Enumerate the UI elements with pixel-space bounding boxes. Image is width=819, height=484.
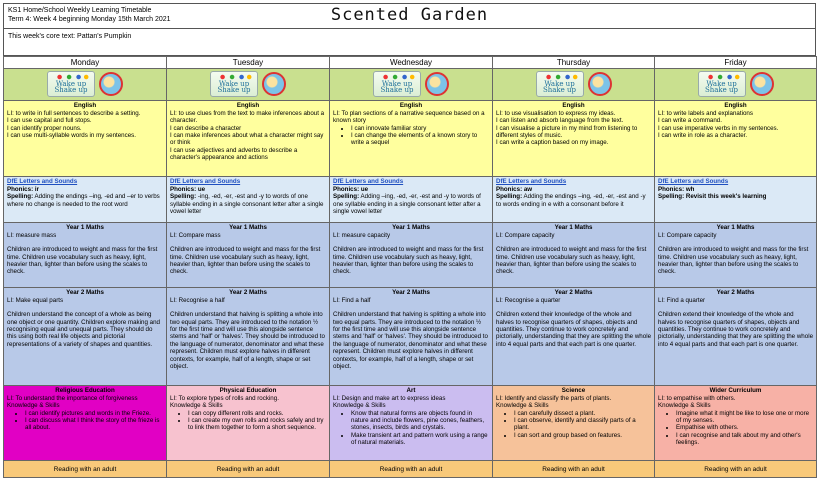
school-badge-icon (425, 72, 449, 96)
page-title: Scented Garden (330, 5, 489, 25)
day-friday: Friday (655, 57, 817, 69)
school-badge-icon (99, 72, 123, 96)
school-badge-icon (588, 72, 612, 96)
y2-maths-friday: Year 2 Maths LI: Find a quarter Children extend their knowledge of the whole and halves to recognise quarters of shapes, objects and quantities. They continue to work concretely and pictorially, understanding that they are splitting the whole into 4 equal parts and that each part is one quarter. (655, 288, 817, 386)
logo-cell (493, 69, 655, 101)
reading-monday: Reading with an adult (4, 461, 167, 478)
y2-maths-thursday: Year 2 Maths LI: Recognise a quarter Children extend their knowledge of the whole and halves to recognise quarters of shapes, objects and quantities. They continue to work concretely and pictorially, understanding that they are splitting the whole into 4 equal parts and that each part is one quarter. (493, 288, 655, 386)
wake-up-shake-up-logo: Wake up Shake up (47, 71, 95, 97)
foundation-monday: Religious Education LI: To understand the importance of forgiveness Knowledge & Skills • I can identify pictures and words in the Frieze. • I can discuss what I think the story of the frieze is all about. (4, 386, 167, 461)
y1-maths-thursday: Year 1 Maths LI: Compare capacity Children are introduced to weight and mass for the first time. Children use vocabulary such as heavy, light, heavier than, lighter than before using the scales to check. (493, 223, 655, 288)
dfe-monday: DfE Letters and Sounds Phonics: ir Spelling: Adding the endings –ing, -ed and –er to verbs where no change is needed to the root word (4, 177, 167, 223)
logo-cell (4, 69, 167, 101)
foundation-thursday: Science LI: Identify and classify the parts of plants. Knowledge & Skills • I can carefully dissect a plant. • I can observe, identify and classify parts of a plant. • I can sort and group based on features. (493, 386, 655, 461)
dfe-wednesday: DfE Letters and Sounds Phonics: ue Spelling: Adding –ing, -ed, -er, -est and -y to words of one syllable ending in a single consonant letter after a single vowel letter (330, 177, 493, 223)
english-friday: English LI: to write labels and explanations I can write a command. I can use imperative verbs in my sentences. I can write in role as a character. (655, 101, 817, 177)
header-line-2: Term 4: Week 4 beginning Monday 15th March 2021 (8, 16, 171, 23)
foundation-wednesday: Art LI: Design and make art to express ideas Knowledge & Skills • Know that natural forms are objects found in nature and include flowers, pine cones, feathers, stones, insects, birds and crystals. • Make transient art and pattern work using a range of natural materials. (330, 386, 493, 461)
school-badge-icon (262, 72, 286, 96)
wake-up-shake-up-logo: Wake up Shake up (698, 71, 746, 97)
wake-up-shake-up-logo: Wake up Shake up (373, 71, 421, 97)
english-monday: English LI: to write in full sentences to describe a setting. I can use capital and full stops. I can identify proper nouns. I can use multi-syllable words in my sentences. (4, 101, 167, 177)
reading-friday: Reading with an adult (655, 461, 817, 478)
english-tuesday: English LI: to use clues from the text to make inferences about a character. I can describe a character I can make inferences about what a character might say or think I can use adjectives and adverbs to describe a character's appearance and actions (167, 101, 330, 177)
y1-maths-wednesday: Year 1 Maths LI: measure capacity Children are introduced to weight and mass for the first time. Children use vocabulary such as heavy, light, heavier than, lighter than before using the scales to check. (330, 223, 493, 288)
day-monday: Monday (4, 57, 167, 69)
reading-tuesday: Reading with an adult (167, 461, 330, 478)
english-thursday: English LI: to use visualisation to express my ideas. I can listen and absorb language from the text. I can visualise a picture in my mind from listening to different styles of music. I can write a caption based on my image. (493, 101, 655, 177)
logo-cell (330, 69, 493, 101)
reading-thursday: Reading with an adult (493, 461, 655, 478)
day-thursday: Thursday (493, 57, 655, 69)
wake-up-shake-up-logo: Wake up Shake up (210, 71, 258, 97)
day-wednesday: Wednesday (330, 57, 493, 69)
english-wednesday: English LI: To plan sections of a narrative sequence based on a known story • I can innovate familiar story • I can change the elements of a known story to write a sequel (330, 101, 493, 177)
reading-wednesday: Reading with an adult (330, 461, 493, 478)
y2-maths-wednesday: Year 2 Maths LI: Find a half Children understand that halving is splitting a whole into two equal parts. They are introduced to the notation ½ for the first time and will use this alongside sentence stems and 'half' or 'halves'. They should be introduced to the language of numerator, denominator and what these represent. Children must explore halves in different contexts, for example, half of a length, shape or set object. (330, 288, 493, 386)
logo-cell (167, 69, 330, 101)
wake-up-shake-up-logo: Wake up Shake up (536, 71, 584, 97)
timetable-grid (3, 56, 817, 478)
day-tuesday: Tuesday (167, 57, 330, 69)
y2-maths-tuesday: Year 2 Maths LI: Recognise a half Children understand that halving is splitting a whole into two equal parts. They are introduced to the notation ½ for the first time and will use this alongside sentence stems and 'half' or 'halves'. They should be introduced to the language of numerator, denominator and what these represent. Children must explore halves in different contexts, for example, half of a length, shape or set object. (167, 288, 330, 386)
foundation-friday: Wider Curriculum LI: to empathise with others. Knowledge & Skills • Imagine what it might be like to lose one or more of my senses. • Empathise with others. • I can recognise and talk about my and other's feelings. (655, 386, 817, 461)
core-text: This week's core text: Pattan's Pumpkin (3, 28, 816, 56)
dfe-thursday: DfE Letters and Sounds Phonics: aw Spelling: Adding the endings –ing, -ed, -er, -est and -y to words ending in e with a consonant before it (493, 177, 655, 223)
header (3, 3, 816, 28)
y1-maths-monday: Year 1 Maths LI: measure mass Children are introduced to weight and mass for the first time. Children use vocabulary such as heavy, light, heavier than, lighter than before using the scales to check. (4, 223, 167, 288)
y2-maths-monday: Year 2 Maths LI: Make equal parts Children understand the concept of a whole as being one object or one quantity. Children explore making and recognising equal and unequal parts. They should do this using both real life objects and pictorial representations of a variety of shapes and quantities. (4, 288, 167, 386)
dfe-tuesday: DfE Letters and Sounds Phonics: ue Spelling: -ing, -ed, -er, -est and -y to words of one syllable ending in a single consonant letter after a single vowel letter (167, 177, 330, 223)
y1-maths-tuesday: Year 1 Maths LI: Compare mass Children are introduced to weight and mass for the first time. Children use vocabulary such as heavy, light, heavier than, lighter than before using the scales to check. (167, 223, 330, 288)
school-badge-icon (750, 72, 774, 96)
foundation-tuesday: Physical Education LI: To explore types of rolls and rocking. Knowledge & Skills • I can copy different rolls and rocks. • I can create my own rolls and rocks safely and try to link them together to form a short sequence. (167, 386, 330, 461)
y1-maths-friday: Year 1 Maths LI: Compare capacity Children are introduced to weight and mass for the first time. Children use vocabulary such as heavy, light, heavier than, lighter than before using the scales to check. (655, 223, 817, 288)
dfe-friday: DfE Letters and Sounds Phonics: wh Spelling: Revisit this week's learning (655, 177, 817, 223)
header-line-1: KS1 Home/School Weekly Learning Timetable (8, 7, 152, 14)
logo-cell (655, 69, 817, 101)
